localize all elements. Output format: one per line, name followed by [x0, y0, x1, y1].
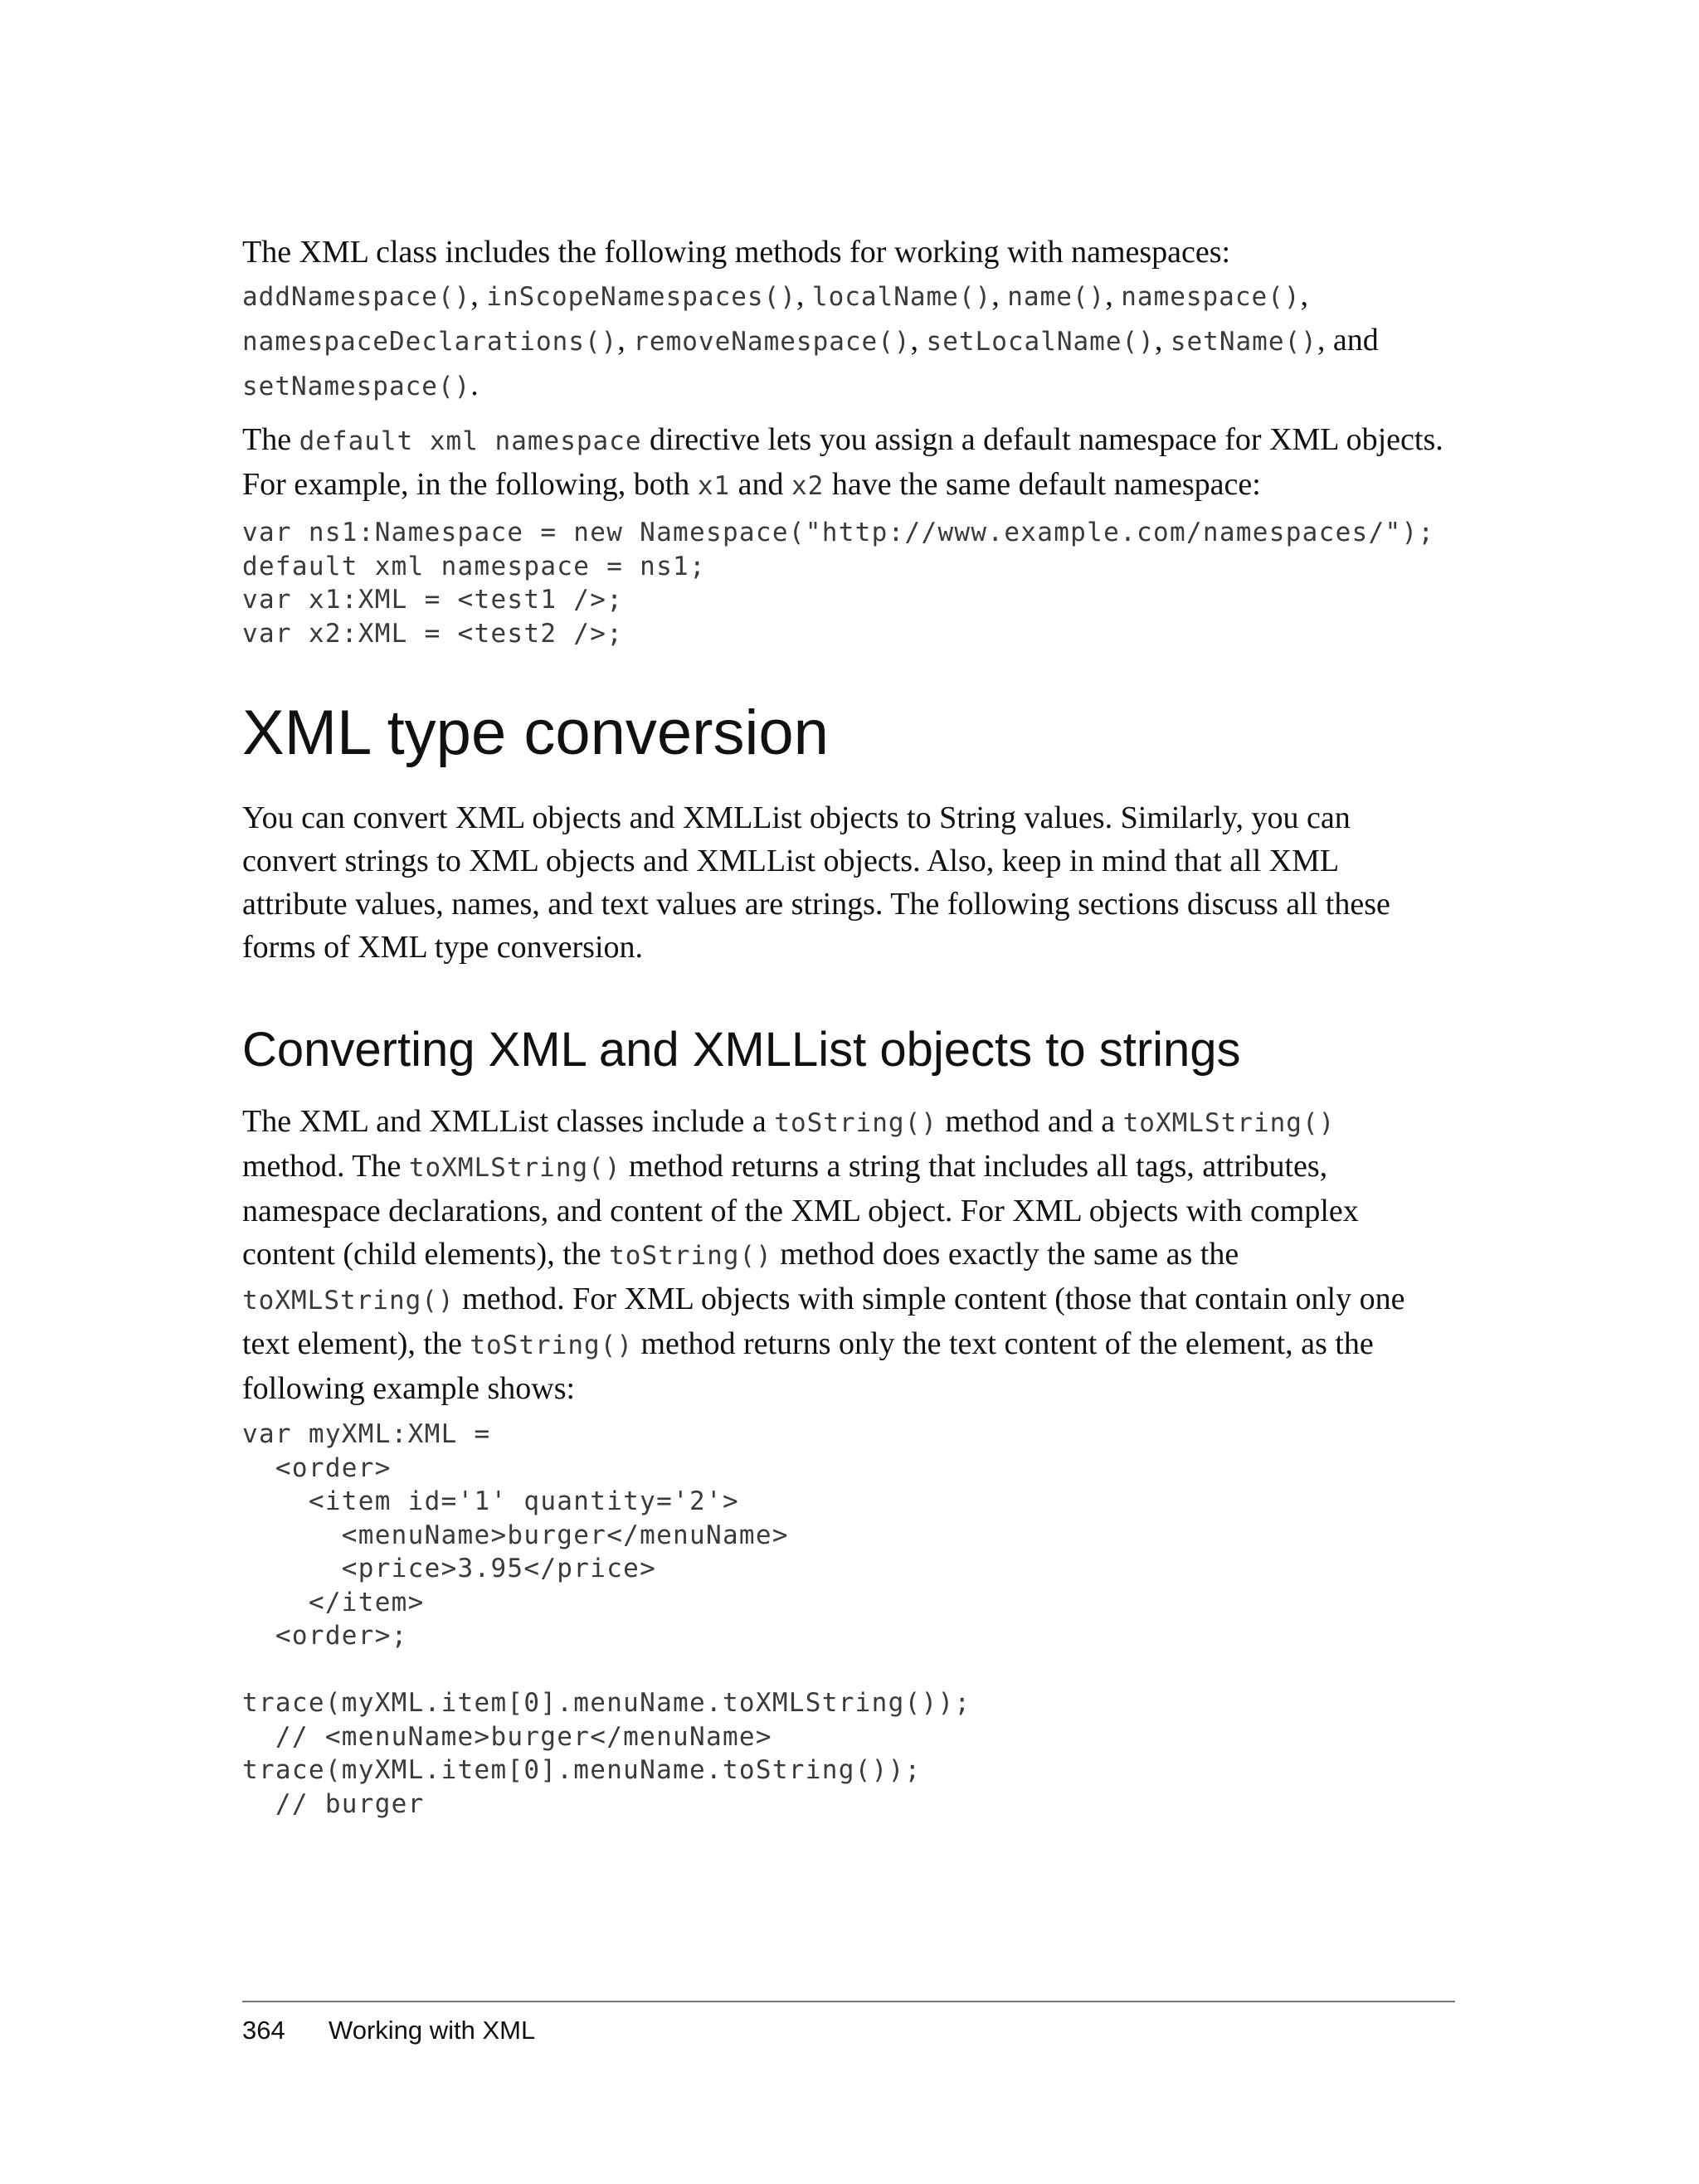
- inline-code: removeNamespace(): [633, 327, 911, 357]
- code-block-namespace: [242, 516, 1434, 650]
- intro-paragraph-methods: The XML class includes the following methods for working with namespaces: addNamespace(), inScopeNamespaces(), localName(), name(), namespace(), namespaceDeclarations(), removeNamespace(), setLocalName(), setName(), and setNamespace().: [242, 235, 1379, 402]
- inline-code: namespaceDeclarations(): [242, 327, 618, 357]
- code-line: </item>: [242, 1587, 425, 1617]
- code-line: var x1:XML = <test1 />;: [242, 585, 624, 615]
- inline-code: toXMLString(): [1122, 1108, 1336, 1138]
- code-line: var x2:XML = <test2 />;: [242, 618, 624, 649]
- inline-code: default xml namespace: [299, 426, 642, 456]
- inline-code: setLocalName(): [926, 327, 1155, 357]
- inline-code: localName(): [811, 282, 992, 312]
- inline-code: setNamespace(): [242, 372, 471, 401]
- chapter-title: Working with XML: [329, 2016, 536, 2045]
- code-line: // burger: [242, 1788, 425, 1819]
- code-line: <order>: [242, 1452, 392, 1483]
- inline-code: setName(): [1170, 327, 1317, 357]
- section-paragraph: You can convert XML objects and XMLList objects to String values. Similarly, you can convert strings to XML objects and XMLList objects. Also, keep in mind that all XML attribute values, names, and text values are strings. The following sections discuss all these forms of XML type conversion.: [242, 800, 1390, 965]
- code-line: <menuName>burger</menuName>: [242, 1520, 789, 1550]
- code-line: var myXML:XML =: [242, 1419, 491, 1449]
- code-line: trace(myXML.item[0].menuName.toXMLString());: [242, 1688, 971, 1718]
- inline-code: x2: [791, 471, 825, 501]
- inline-code: name(): [1007, 282, 1106, 312]
- code-line: <order>;: [242, 1621, 408, 1651]
- footer-divider: [242, 2001, 1455, 2002]
- code-line: // <menuName>burger</menuName>: [242, 1721, 772, 1752]
- intro-paragraph-default-namespace: The default xml namespace directive lets you assign a default namespace for XML objects. For example, in the following, both x1 and x2 have the same default namespace:: [242, 422, 1443, 502]
- section-heading: XML type conversion: [242, 698, 829, 768]
- inline-code: namespace(): [1121, 282, 1301, 312]
- inline-code: addNamespace(): [242, 282, 471, 312]
- page-footer: [242, 2016, 535, 2045]
- code-line: <price>3.95</price>: [242, 1554, 657, 1583]
- inline-code: toString(): [609, 1241, 772, 1271]
- code-line: trace(myXML.item[0].menuName.toString());: [242, 1755, 922, 1785]
- code-line: default xml namespace = ns1;: [242, 551, 706, 581]
- inline-code: toString(): [774, 1108, 937, 1138]
- inline-code: toXMLString(): [408, 1153, 621, 1183]
- code-line: var ns1:Namespace = new Namespace("http://www.example.com/namespaces/");: [242, 518, 1435, 547]
- code-line: [242, 1653, 971, 1687]
- code-block-tostring: [242, 1418, 971, 1821]
- code-line: <item id='1' quantity='2'>: [242, 1486, 739, 1516]
- inline-code: inScopeNamespaces(): [486, 282, 796, 312]
- page-number: 364: [242, 2016, 285, 2045]
- subsection-heading: Converting XML and XMLList objects to strings: [242, 1023, 1241, 1077]
- inline-code: x1: [697, 471, 731, 501]
- inline-code: toXMLString(): [242, 1286, 455, 1316]
- subsection-paragraph: The XML and XMLList classes include a toString() method and a toXMLString() method. The toXMLString() method returns a string that includes all tags, attributes, namespace declarations, and content of the XML object. For XML objects with complex content (child elements), the toString() method does exactly the same as the toXMLString() method. For XML objects with simple content (those that contain only one text element), the toString() method returns only the text content of the element, as the following example shows:: [242, 1104, 1405, 1406]
- inline-code: toString(): [470, 1330, 633, 1360]
